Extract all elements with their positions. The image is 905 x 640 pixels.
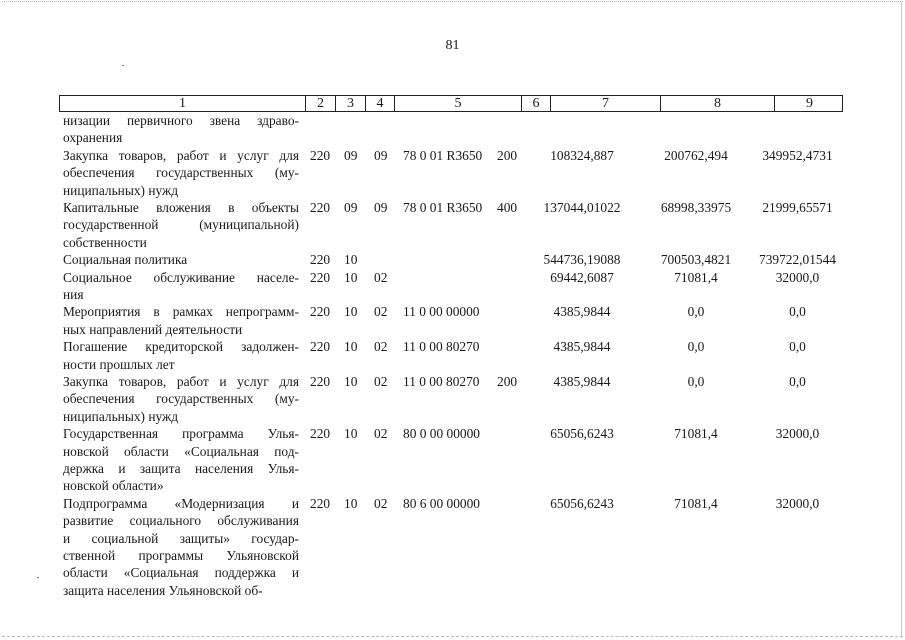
amount-col9-cell: 32000,0 — [775, 426, 820, 442]
amount-col8-cell: 0,0 — [687, 339, 705, 355]
row-name-line: развитие социального обслуживания — [63, 513, 299, 529]
section-code-cell: 10 — [344, 269, 358, 285]
row-name-line: Закупка товаров, работ и услуг для — [63, 147, 299, 163]
budget-code-cell: 220 — [310, 374, 331, 389]
amount-col7-cell: 69442,6087 — [550, 269, 614, 285]
amount-col7-cell: 544736,19088 — [543, 252, 621, 268]
budget-code-cell: 220 — [310, 304, 331, 320]
row-name-cell — [63, 251, 299, 268]
row-name-line: Социальная политика — [63, 252, 188, 268]
section-code-cell: 10 — [344, 374, 358, 389]
row-name-line: собственности — [63, 234, 147, 250]
amount-col7-cell: 65056,6243 — [550, 426, 614, 442]
row-name-line: Закупка товаров, работ и услуг для — [63, 374, 299, 389]
row-name-line: новской области» — [63, 478, 164, 494]
column-header-6: 6 — [522, 96, 551, 111]
column-header-1: 1 — [60, 96, 306, 111]
amount-col9-cell: 349952,4731 — [762, 147, 833, 163]
subsection-code-cell: 02 — [374, 374, 388, 389]
column-header-7: 7 — [551, 96, 661, 111]
budget-code-cell: 220 — [310, 269, 331, 285]
amount-col8-cell: 200762,494 — [664, 147, 728, 163]
column-header-2: 2 — [306, 96, 336, 111]
row-name-line: новской области «Социальная под- — [63, 443, 299, 459]
target-article-cell: 80 6 00 00000 — [403, 495, 480, 511]
section-code-cell: 09 — [344, 200, 358, 215]
amount-col8-cell: 71081,4 — [674, 269, 718, 285]
section-code-cell: 10 — [344, 426, 358, 442]
row-name-line: Мероприятия в рамках непрограмм- — [63, 304, 299, 320]
section-code-cell: 10 — [344, 339, 358, 355]
expense-type-cell: 200 — [497, 374, 518, 389]
row-name-line: и социальной защиты» государ- — [63, 530, 299, 546]
amount-col8-cell: 0,0 — [687, 374, 705, 389]
column-header-4: 4 — [366, 96, 395, 111]
expense-type-cell: 200 — [497, 147, 518, 163]
amount-col9-cell: 739722,01544 — [759, 252, 836, 268]
amount-col9-cell: 0,0 — [789, 374, 806, 389]
row-name-line: ственной программы Ульяновской — [63, 548, 299, 564]
subsection-code-cell: 02 — [374, 304, 388, 320]
row-name-cell — [63, 495, 299, 599]
subsection-code-cell: 09 — [374, 200, 388, 215]
budget-code-cell: 220 — [310, 339, 331, 355]
column-header-5: 5 — [395, 96, 522, 111]
amount-col7-cell: 4385,9844 — [553, 374, 611, 389]
row-name-line: Государственная программа Улья- — [63, 426, 299, 442]
target-article-cell: 11 0 00 00000 — [403, 304, 480, 320]
row-name-line: ниципальных) нужд — [63, 182, 179, 198]
budget-code-cell: 220 — [310, 252, 331, 268]
amount-col7-cell: 4385,9844 — [553, 339, 611, 355]
amount-col9-cell: 32000,0 — [775, 269, 820, 285]
amount-col7-cell: 137044,01022 — [543, 200, 621, 215]
target-article-cell: 78 0 01 R3650 — [403, 200, 483, 215]
row-name-line: Погашение кредиторской задолжен- — [63, 339, 299, 355]
expense-type-cell: 400 — [497, 200, 518, 215]
section-code-cell: 09 — [344, 147, 358, 163]
row-name-line: держка и защита населения Улья- — [63, 461, 299, 476]
amount-col7-cell: 4385,9844 — [553, 304, 611, 320]
target-article-cell: 11 0 00 80270 — [403, 339, 480, 355]
row-name-line: Подпрограмма «Модернизация и — [63, 495, 299, 511]
budget-code-cell: 220 — [310, 147, 331, 163]
column-header-9: 9 — [806, 96, 813, 111]
target-article-cell: 11 0 00 80270 — [403, 374, 480, 389]
budget-code-cell: 220 — [310, 495, 331, 511]
amount-col8-cell: 700503,4821 — [660, 252, 732, 268]
subsection-code-cell: 02 — [374, 495, 388, 511]
target-article-cell: 80 0 00 00000 — [403, 426, 480, 442]
amount-col9-cell: 0,0 — [789, 304, 806, 320]
amount-col8-cell: 71081,4 — [674, 426, 718, 442]
row-name-line: Социальное обслуживание населе- — [63, 269, 299, 285]
row-name-cell — [63, 269, 299, 304]
subsection-code-cell: 02 — [374, 269, 388, 285]
amount-col9-cell: 32000,0 — [775, 495, 820, 511]
scan-edge-top — [2, 1, 903, 2]
row-name-line: ниципальных) нужд — [63, 408, 179, 424]
row-name-line: Капитальные вложения в объекты — [63, 200, 299, 215]
row-name-cell — [63, 303, 299, 338]
amount-col7-cell: 108324,887 — [550, 147, 614, 163]
row-name-cell — [63, 425, 299, 495]
section-code-cell: 10 — [344, 252, 358, 268]
subsection-code-cell: 09 — [374, 147, 388, 163]
row-name-line: защита населения Ульяновской об- — [63, 582, 263, 598]
row-name-line: ния — [63, 287, 84, 302]
amount-col8-cell: 0,0 — [687, 304, 705, 320]
column-header-8: 8 — [661, 96, 775, 111]
budget-code-cell: 220 — [310, 200, 331, 215]
subsection-code-cell: 02 — [374, 426, 388, 442]
section-code-cell: 10 — [344, 495, 358, 511]
budget-code-cell: 220 — [310, 426, 331, 442]
row-name-cell — [63, 112, 299, 147]
amount-col7-cell: 65056,6243 — [550, 495, 614, 511]
row-name-line: ности прошлых лет — [63, 356, 175, 372]
row-name-line: обеспечения государственных (му- — [63, 391, 299, 407]
column-header-3: 3 — [336, 96, 366, 111]
row-name-line: государственной (муниципальной) — [63, 217, 299, 233]
row-name-line: низации первичного звена здраво- — [63, 113, 299, 128]
amount-col9-cell: 21999,65571 — [762, 200, 833, 215]
row-name-cell — [63, 338, 299, 373]
scan-edge-bottom — [2, 636, 903, 637]
target-article-cell: 78 0 01 R3650 — [403, 147, 483, 163]
row-name-line: охранения — [63, 130, 123, 146]
table-header-row — [59, 95, 843, 112]
page-number: 81 — [445, 38, 460, 53]
amount-col8-cell: 68998,33975 — [660, 200, 732, 215]
scan-speck — [37, 577, 39, 578]
row-name-cell — [63, 373, 299, 425]
amount-col9-cell: 0,0 — [789, 339, 806, 355]
row-name-line: области «Социальная поддержка и — [63, 565, 299, 581]
row-name-line: обеспечения государственных (му- — [63, 165, 299, 181]
amount-col8-cell: 71081,4 — [674, 495, 718, 511]
subsection-code-cell: 02 — [374, 339, 388, 355]
section-code-cell: 10 — [344, 304, 358, 320]
row-name-cell — [63, 199, 299, 251]
scan-speck — [122, 65, 124, 66]
scan-edge-right — [901, 2, 902, 638]
row-name-cell — [63, 147, 299, 199]
row-name-line: ных направлений деятельности — [63, 321, 243, 337]
